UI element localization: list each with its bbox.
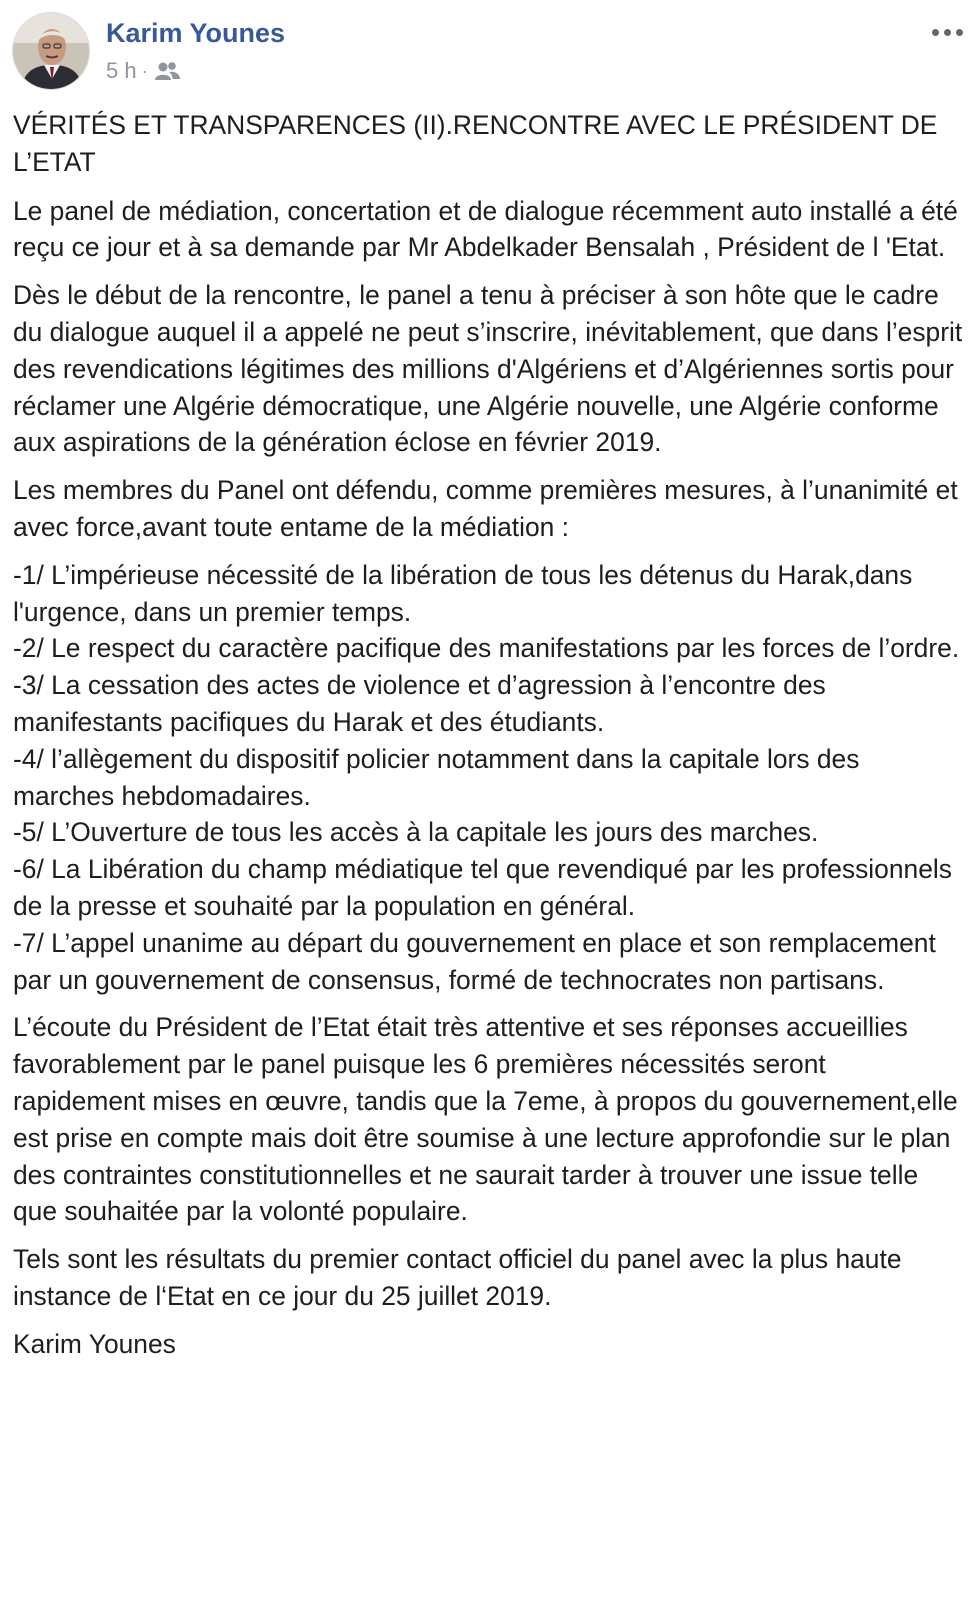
measure-item: -5/ L’Ouverture de tous les accès à la capitale les jours des marches.: [13, 817, 819, 848]
paragraph-intro: Le panel de médiation, concertation et de dialogue récemment auto installé a été reçu ce jour et à sa demande par Mr Abdelkader Bensalah , Président de l 'Etat.: [13, 195, 958, 263]
measure-item: -7/ L’appel unanime au départ du gouvernement en place et son remplacement par un gouvernement de consensus, formé de technocrates non partisans.: [13, 927, 936, 995]
post-title: VÉRITÉS ET TRANSPARENCES (II).RENCONTRE AVEC LE PRÉSIDENT DE L’ETAT: [13, 110, 938, 177]
post-meta: [106, 58, 181, 84]
measure-item: -6/ La Libération du champ médiatique tel que revendiqué par les professionnels de la presse et souhaité par la population en général.: [13, 854, 952, 921]
paragraph-conclusion: Tels sont les résultats du premier contact officiel du panel avec la plus haute instance de l‘Etat en ce jour du 25 juillet 2019.: [13, 1244, 902, 1311]
author-name[interactable]: Karim Younes: [106, 18, 286, 48]
friends-icon[interactable]: [153, 60, 181, 82]
paragraph-response: L’écoute du Président de l’Etat était très attentive et ses réponses accueillies favorablement par le panel puisque les 6 premières nécessités seront rapidement mises en œuvre, tandis que la 7eme, à propos du gouvernement,elle est prise en compte mais doit être soumise à une lecture approfondie sur le plan des contraintes constitutionnelles et ne saurait tarder à trouver une issue telle que souhaitée par la volonté populaire.: [13, 1012, 958, 1227]
post-time[interactable]: 5 h: [106, 58, 137, 83]
avatar-portrait-icon: [13, 13, 90, 90]
post-body: [13, 107, 963, 1374]
avatar[interactable]: [12, 12, 90, 90]
paragraph-measures-intro: Les membres du Panel ont défendu, comme premières mesures, à l’unanimité et avec force,avant toute entame de la médiation :: [13, 475, 958, 542]
measure-item: -3/ La cessation des actes de violence et d’agression à l’encontre des manifestants pacifiques du Harak et des étudiants.: [13, 670, 826, 737]
post-signature: Karim Younes: [13, 1328, 176, 1359]
measure-item: -1/ L’impérieuse nécessité de la libération de tous les détenus du Harak,dans l'urgence, dans un premier temps.: [13, 559, 913, 627]
post-header: [12, 12, 962, 92]
meta-separator: ·: [141, 60, 148, 81]
paragraph-context: Dès le début de la rencontre, le panel a tenu à préciser à son hôte que le cadre du dialogue auquel il a appelé ne peut s’inscrire, inévitablement, que dans l’esprit des revendications légitimes des millions d'Algériens et d’Algériennes sortis pour réclamer une Algérie démocratique, une Algérie nouvelle, une Algérie conforme aux aspirations de la génération éclose en février 2019.: [13, 280, 963, 458]
measure-item: -2/ Le respect du caractère pacifique des manifestations par les forces de l’ordre.: [13, 633, 960, 664]
measures-list: [13, 557, 963, 999]
more-options-icon[interactable]: [923, 20, 963, 44]
measure-item: -4/ l’allègement du dispositif policier notamment dans la capitale lors des marches hebdomadaires.: [13, 743, 860, 811]
